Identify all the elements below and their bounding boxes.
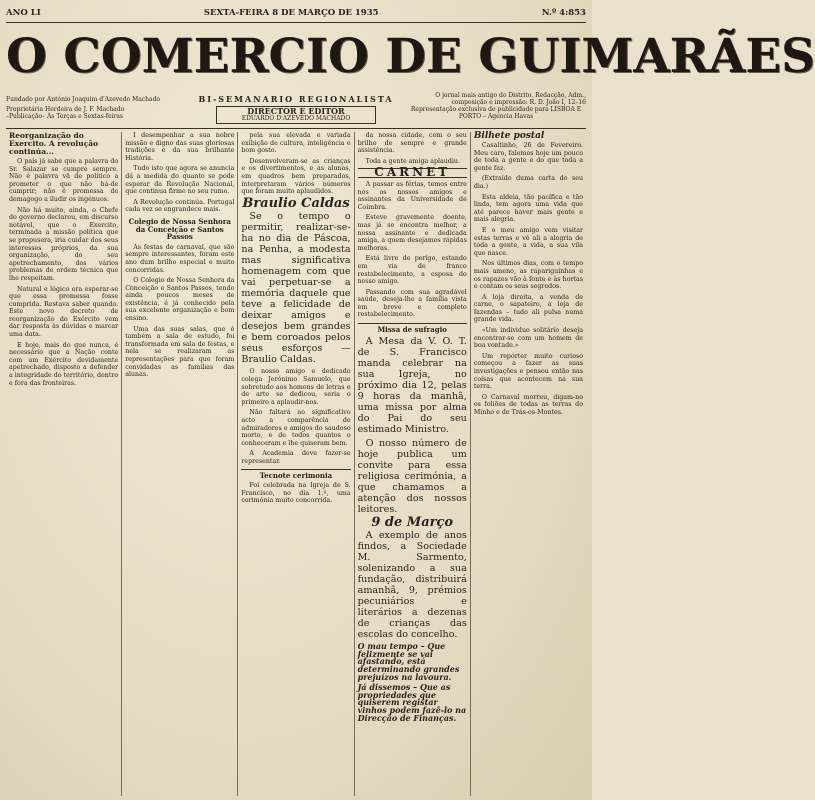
paragraph: Tudo isto que agora se anuncia dá a medida do quanto se pode esperar da Revolução Nacional, que continua firme no seu rumo. <box>125 165 235 196</box>
section-title: Braulio Caldas <box>242 195 350 211</box>
header-row <box>6 92 586 106</box>
director-box <box>216 106 376 124</box>
paragraph: Toda a gente amiga aplaudiu. <box>365 157 460 165</box>
column-3 <box>238 132 354 796</box>
article-title: Bilhete postal <box>473 131 545 141</box>
paragraph: Passando com sua agradável saúde, deseja-lhe a família vista em breve e completo restabelecimento. <box>357 288 467 319</box>
paragraph: As festas do carnaval, que são sempre interessantes, foram este ano dum brilho especial e muito concorridas. <box>125 243 235 274</box>
columns <box>6 132 586 796</box>
date-label: SEXTA-FEIRA 8 DE MARÇO DE 1935 <box>203 8 379 18</box>
large-paragraph: A Mesa da V. O. T. de S. Francisco manda celebrar na sua Igreja, no próximo dia 12, pelas 9 horas da manhã, uma missa por alma do Pai do seu estimado Ministro. <box>357 335 467 435</box>
paragraph: Esta aldeia, tão pacífica e tão linda, tem agora uma vida que até parece haver mais gente e mais alegria. <box>473 193 584 224</box>
paragraph: O nosso amigo e dedicado colega Jerónimo Samuelo, que sobretudo aos homens de letras e de arte se dedicou, seria o primeiro a aplaudir-nos. <box>241 368 351 406</box>
column-1 <box>6 132 122 796</box>
publication-days: –Publicação– Às Terças e Sextas-feiras <box>6 113 123 120</box>
paragraph: «Um individuo solitário deseja encontrar-se com um homem de boa vontade.» <box>473 327 584 350</box>
paragraph: E o meu amigo vem visitar estas terras e vê ali a alegria de toda a gente, a vida, a sua vila que nasce. <box>473 226 584 257</box>
director-name: EDUARDO D'AZEVEDO MACHADO <box>241 115 351 122</box>
article-title: Reorganização do Exercito. A revolução continúa... <box>9 131 99 156</box>
issue-number: N.º 4:853 <box>541 8 586 18</box>
column-5 <box>471 132 586 796</box>
paragraph: pela sua elevada e variada exibição de cultura, inteligência e bom gosto. <box>241 132 351 155</box>
paragraph: A Revolução continúa. Portugal cada vez se engrandece mais. <box>125 198 235 214</box>
paragraph: O país já sabe que a palavra do Sr. Salazar se cumpre sempre. Não é palavra vã de político a prometer o que não há-de cumprir; não é promessa de demagogo a iludir os ingénuos. <box>9 158 119 203</box>
paragraph: Está livre de perigo, estando em via de franco restabelecimento, a esposa do nosso amigo. <box>357 255 467 286</box>
paragraph: Nos últimos dias, com o tempo mais ameno, as rapariguinhas e os rapazes vão à fonte e às hortas e contam os seus segredos. <box>473 260 584 291</box>
paragraph: E hoje, mais do que nunca, é necessário que a Nação conte com um Exército devidamente apetrechado, disposto a defender a integridade do território, dentro e fora das fronteiras. <box>9 341 119 387</box>
paragraph: O Colegio de Nossa Senhora da Conceição e Santos Passos, tendo ainda poucos meses de existência, é já conhecido pela sua excelente organização e bom ensino. <box>125 277 235 323</box>
owner-block <box>6 106 186 120</box>
paragraph: Desenvolveram-se as crianças e os divertimentos, e as alunas, em quadros bem preparados, interpretaram vários números que foram muito aplaudidos. <box>241 157 351 196</box>
paragraph: A Academia deve fazer-se representar. <box>241 450 351 465</box>
founder-note: Fundado por António Joaquim d'Azevedo Machado <box>6 95 161 103</box>
paragraph: Não faltará ao significativo acto a comparência de admiradores e amigos do saudoso morto, e de todos quantos o conheceram e lhe quiseram bem. <box>241 409 351 447</box>
date-heading: 9 de Março <box>371 514 454 530</box>
paragraph: O Carnaval morreu, digam-no os foliões de todas as terras do Minho e de Trás-os-Montes. <box>473 393 584 416</box>
owner-note: Proprietária Herdeira de J. F. Machado <box>6 106 125 113</box>
news-item: Já dissemos – Que as propriedades que quiserem registar vinhos podem fazê-lo na Direcção de Finanças. <box>357 682 467 723</box>
section-title: Colegio de Nossa Senhora da Conceição e Santos Passos <box>128 216 231 242</box>
section-title: Tecnote cerimonia <box>241 469 350 480</box>
section-title: Missa de sufragio <box>358 323 467 334</box>
issue-line <box>6 8 586 23</box>
subtitle: BI-SEMANARIO REGIONALISTA <box>198 94 394 104</box>
paragraph: Casaltinho, 26 de Fevereiro. Meu caro, falemos hoje um pouco de toda a gente e do que toda a gente faz. <box>473 142 584 172</box>
column-2 <box>122 132 238 796</box>
paragraph: Natural e lógico era esperar-se que essa promessa fosse cumprida. Restava saber quando. Este novo decreto de reorganização do Exército vem dar resposta às dúvidas e marcar uma data. <box>9 285 119 339</box>
paragraph: Uma das suas salas, que é também a sala de estudo, foi transformada em sala de festas, e nela se realizaram as representações para que foram convidadas as famílias das alunas. <box>125 325 235 379</box>
large-paragraph: O nosso número de hoje publica um convite para essa religiosa cerimónia, a que chamamos a atenção dos nossos leitores. <box>357 437 467 515</box>
news-item: O mau tempo – Que felizmente se vai afastando, está determinando grandes prejuízos na lavoura. <box>357 641 460 682</box>
carnet-heading: CARNET <box>358 168 467 178</box>
oldest-note: O jornal mais antigo do Distrito. Redacção, Adm., composição e impressão: R. D. João I, 12–16 <box>435 92 586 106</box>
paragraph: A loja direita, a venda de carne, o sapateiro, a loja de fazendas – tudo ali pulsa numa grande vida. <box>473 293 584 324</box>
header-row-2 <box>6 106 586 129</box>
year-label: ANO LI <box>6 8 41 18</box>
large-paragraph: A exemplo de anos findos, a Sociedade M. Sarmento, solenizando a sua fundação, distribuirá amanhã, 9, prémios pecuniários e literários a dezenas de crianças das escolas do concelho. <box>357 530 467 641</box>
paragraph: Um repórter muito curioso começou a fazer as suas investigações e pensou então nas coisas que acontecem na sua terra. <box>473 352 584 391</box>
paragraph: I desempenhar a sua nobre missão e digno das suas gloriosas tradições e da sua brilhante História. <box>125 132 235 162</box>
paragraph: A passar as férias, temos entre nós os nossos amigos e assinantes da Universidade de Coimbra. <box>357 180 467 211</box>
masthead-title: O COMERCIO DE GUIMARÃES <box>6 29 815 84</box>
paragraph: Foi celebrada na Igreja de S. Francisco, no dia 1.º, uma cerimónia muito concorrida. <box>241 482 351 505</box>
column-4 <box>355 132 471 796</box>
paragraph: Não há muito, ainda, o Chefe do governo declarou, em discurso notável, que o Exercito, terminada a missão política que se propusera, iria cuidar dos seus interesses próprios, da sua organização, do seu apetrechamento, dos vários problemas de ordem técnica que lhe respeitam. <box>9 206 119 282</box>
paragraph: (Extraído duma carta do seu dia.) <box>473 175 584 190</box>
paragraph: da nossa cidade, com o seu brilho de sempre e grande assistência. <box>357 132 467 155</box>
director-title: DIRECTOR E EDITOR <box>247 106 345 116</box>
advertising-note: Representação exclusiva de publicidade para LISBOA E PORTO – Agencia Havas <box>410 106 582 120</box>
paragraph: Esteve gravemente doente, mas já se encontra melhor, a nossa assinante e dedicada amiga, a quem desejamos rápidas melhoras. <box>357 214 467 252</box>
large-paragraph: Se o tempo o permitir, realizar-se-ha no dia de Páscoa, na Penha, a modesta mas significativa homenagem com que vai perpetuar-se a memória daquele que teve a felicidade de deixar amigos e desejos bem grandes e bem coroados pelos seus esforços — Braulio Caldas. <box>241 211 351 366</box>
